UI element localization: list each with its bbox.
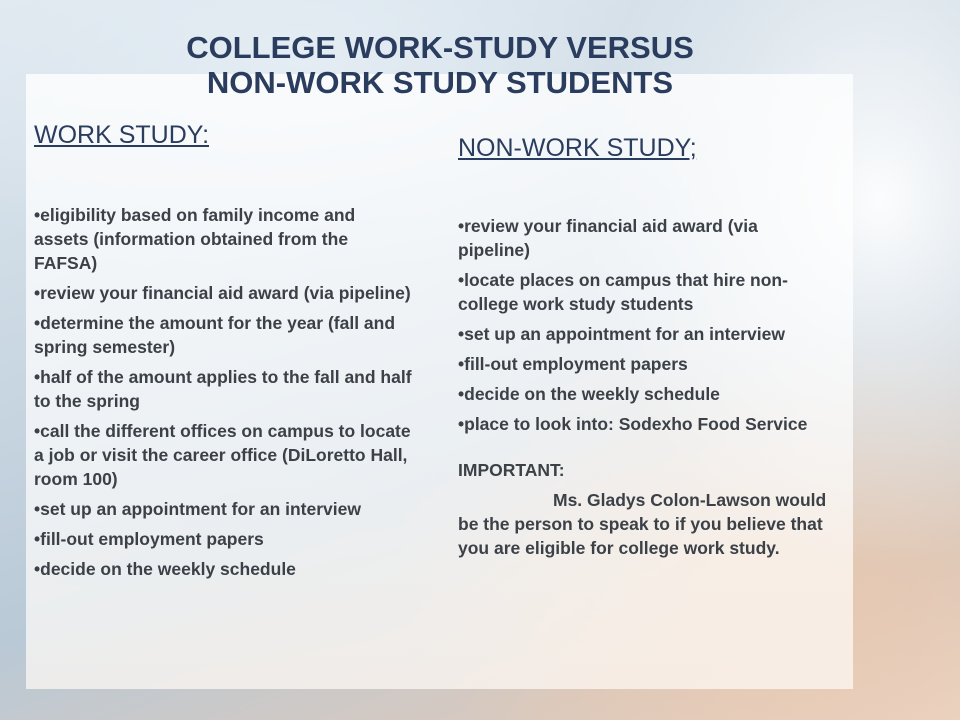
work-study-heading: WORK STUDY:: [34, 121, 210, 149]
important-label: IMPORTANT:: [458, 460, 565, 480]
list-item: •decide on the weekly schedule: [34, 559, 296, 579]
non-work-study-list: [458, 214, 828, 436]
list-item: •eligibility based on family income and assets (information obtained from the FAFSA): [34, 205, 356, 273]
list-item: •place to look into: Sodexho Food Service: [458, 414, 808, 434]
list-item: •review your financial aid award (via pipeline): [34, 283, 411, 303]
list-item: •fill-out employment papers: [458, 354, 688, 374]
list-item: •determine the amount for the year (fall and spring semester): [34, 313, 396, 357]
work-study-list: [34, 203, 412, 581]
list-item: •review your financial aid award (via pipeline): [458, 216, 758, 260]
work-study-column: [34, 120, 412, 587]
list-item: •call the different offices on campus to locate a job or visit the career office (DiLoretto Hall, room 100): [34, 421, 411, 489]
title-line-1: COLLEGE WORK-STUDY VERSUS: [186, 30, 694, 65]
slide-title: [80, 30, 800, 100]
non-work-study-heading: NON-WORK STUDY;: [458, 134, 697, 162]
list-item: •set up an appointment for an interview: [34, 499, 361, 519]
list-item: •fill-out employment papers: [34, 529, 264, 549]
list-item: •locate places on campus that hire non-college work study students: [458, 270, 788, 314]
title-line-2: NON-WORK STUDY STUDENTS: [206, 65, 674, 100]
list-item: •decide on the weekly schedule: [458, 384, 720, 404]
list-item: •set up an appointment for an interview: [458, 324, 785, 344]
list-item: •half of the amount applies to the fall and half to the spring: [34, 367, 412, 411]
important-text: Ms. Gladys Colon-Lawson would be the person to speak to if you believe that you are eligible for college work study.: [458, 490, 827, 558]
non-work-study-column: [458, 133, 828, 560]
